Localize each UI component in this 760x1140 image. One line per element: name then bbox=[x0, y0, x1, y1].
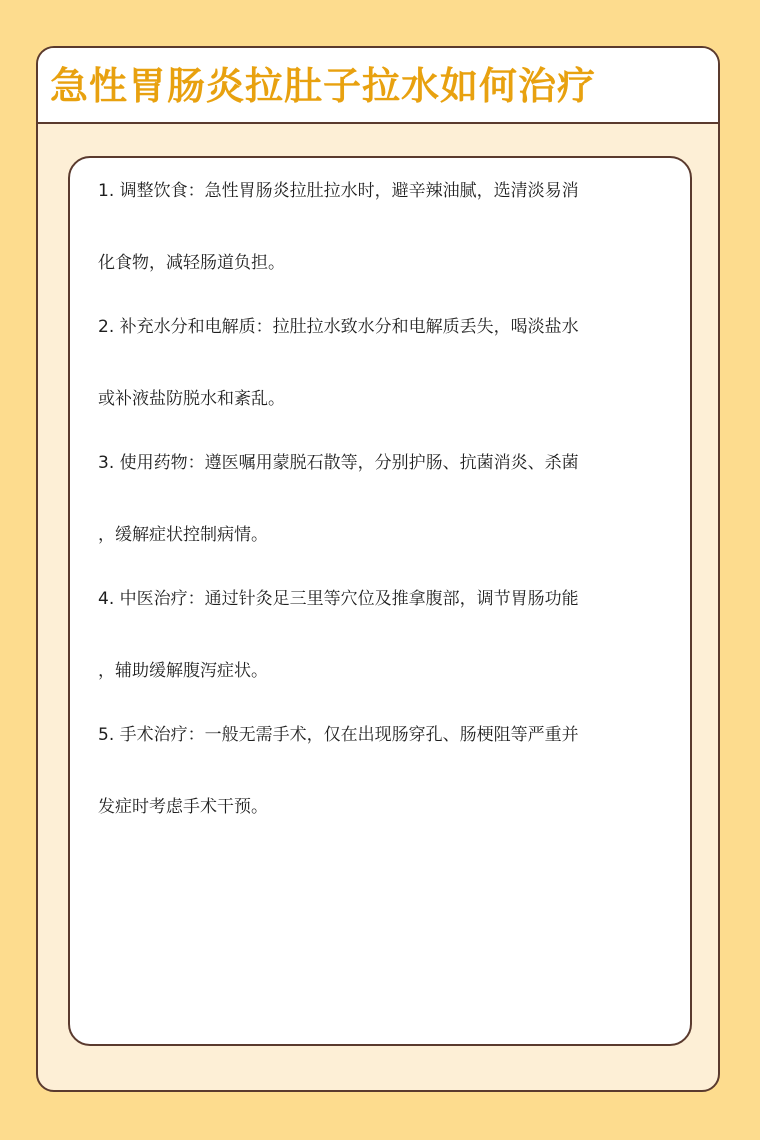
content-box bbox=[68, 156, 692, 1046]
list-item-line: 4. 中医治疗：通过针灸足三里等穴位及推拿腹部，调节胃肠功能 bbox=[98, 589, 579, 609]
article-card bbox=[36, 46, 720, 1092]
list-item-line: 1. 调整饮食：急性胃肠炎拉肚拉水时，避辛辣油腻，选清淡易消 bbox=[98, 181, 579, 201]
list-item bbox=[98, 720, 670, 864]
list-item bbox=[98, 176, 670, 320]
page-title: 急性胃肠炎拉肚子拉水如何治疗 bbox=[50, 64, 597, 108]
list-item-line: ，缓解症状控制病情。 bbox=[98, 525, 268, 545]
list-item-line: 化食物，减轻肠道负担。 bbox=[98, 253, 285, 273]
list-item bbox=[98, 448, 670, 592]
list-item-line: ，辅助缓解腹泻症状。 bbox=[98, 661, 268, 681]
list-item bbox=[98, 584, 670, 728]
list-item-line: 3. 使用药物：遵医嘱用蒙脱石散等，分别护肠、抗菌消炎、杀菌 bbox=[98, 453, 579, 473]
list-item-line: 或补液盐防脱水和紊乱。 bbox=[98, 389, 285, 409]
title-bar bbox=[38, 48, 718, 124]
list-item-line: 发症时考虑手术干预。 bbox=[98, 797, 268, 817]
list-item bbox=[98, 312, 670, 456]
list-item-line: 5. 手术治疗：一般无需手术，仅在出现肠穿孔、肠梗阻等严重并 bbox=[98, 725, 579, 745]
list-item-line: 2. 补充水分和电解质：拉肚拉水致水分和电解质丢失，喝淡盐水 bbox=[98, 317, 579, 337]
